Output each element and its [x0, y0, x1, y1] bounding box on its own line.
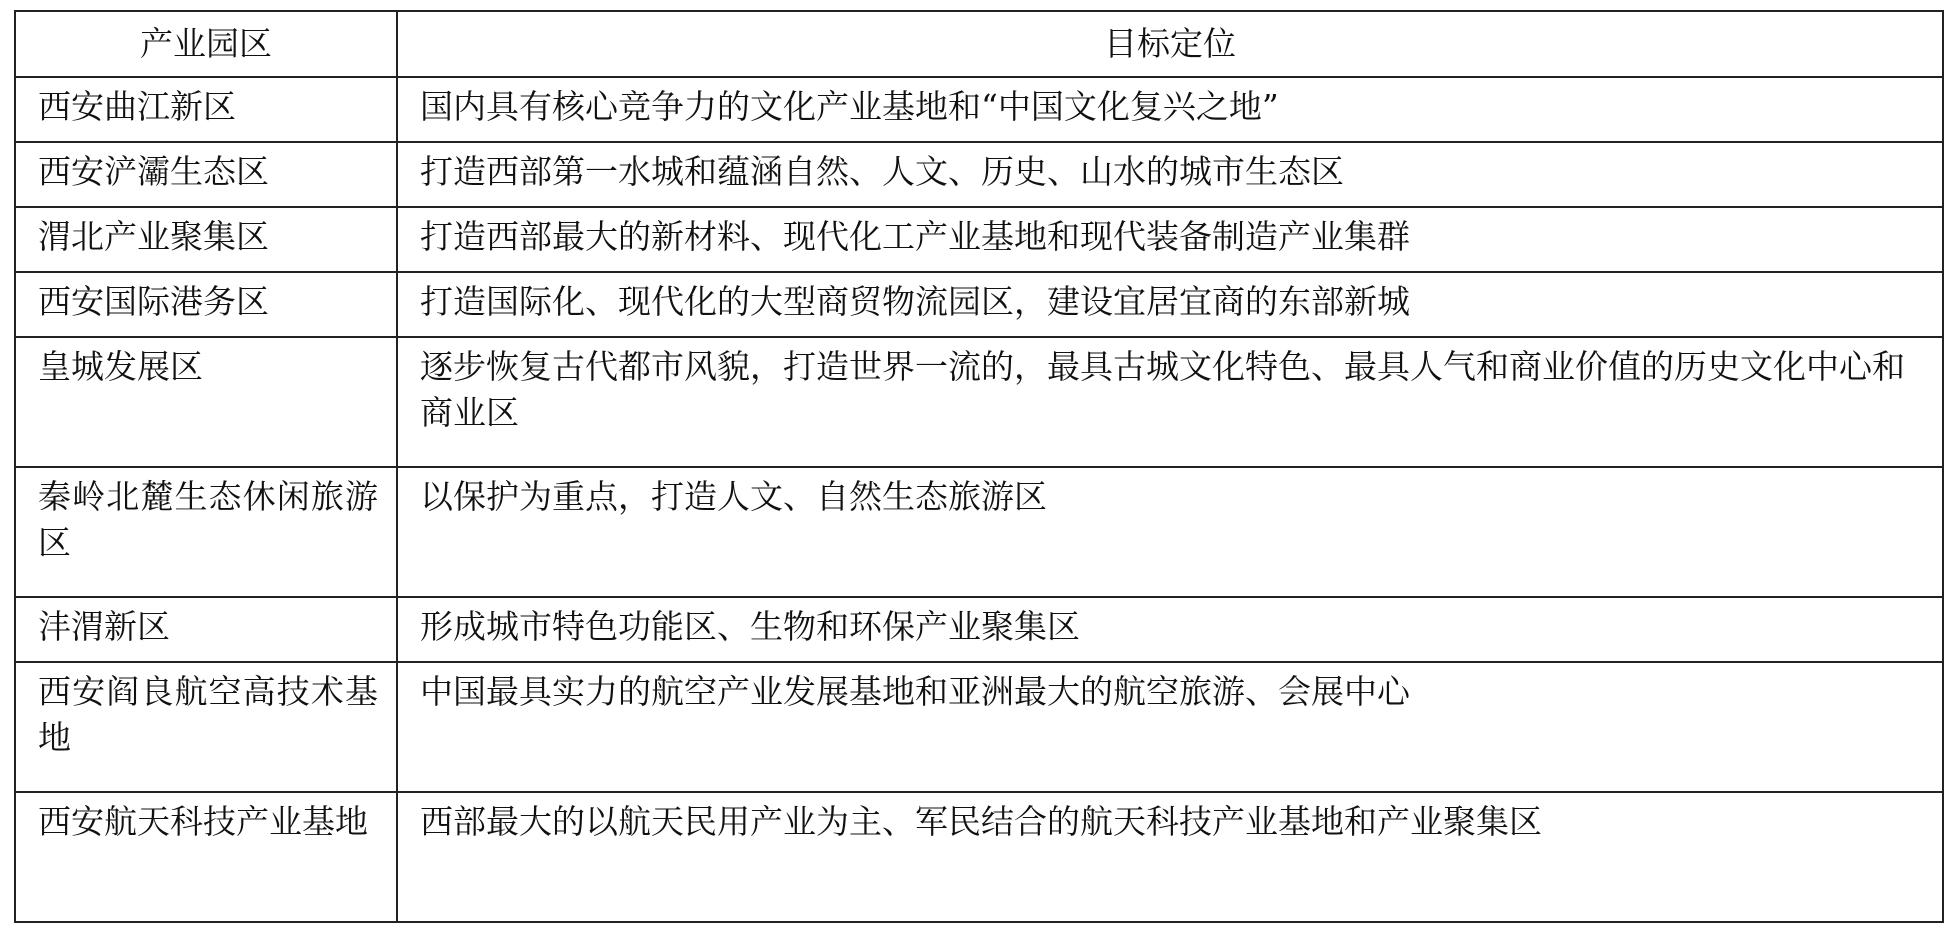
- goal-cell: 形成城市特色功能区、生物和环保产业聚集区: [397, 597, 1943, 662]
- table-row: [15, 467, 1943, 597]
- park-name-cell: 西安国际港务区: [15, 272, 397, 337]
- park-name-cell: 西安浐灞生态区: [15, 142, 397, 207]
- industrial-park-table: [14, 10, 1944, 923]
- park-name-cell: 渭北产业聚集区: [15, 207, 397, 272]
- goal-cell: 以保护为重点，打造人文、自然生态旅游区: [397, 467, 1943, 597]
- park-name-cell: 皇城发展区: [15, 337, 397, 467]
- industrial-park-table-container: [14, 10, 1942, 918]
- table-row: [15, 792, 1943, 922]
- column-header-park: 产业园区: [15, 11, 397, 77]
- goal-cell: 中国最具实力的航空产业发展基地和亚洲最大的航空旅游、会展中心: [397, 662, 1943, 792]
- goal-cell: 打造国际化、现代化的大型商贸物流园区，建设宜居宜商的东部新城: [397, 272, 1943, 337]
- park-name-cell: 西安航天科技产业基地: [15, 792, 397, 922]
- table-row: [15, 272, 1943, 337]
- goal-cell: 打造西部第一水城和蕴涵自然、人文、历史、山水的城市生态区: [397, 142, 1943, 207]
- table-row: [15, 662, 1943, 792]
- park-name-cell: 秦岭北麓生态休闲旅游区: [15, 467, 397, 597]
- table-header-row: [15, 11, 1943, 77]
- goal-cell: 打造西部最大的新材料、现代化工产业基地和现代装备制造产业集群: [397, 207, 1943, 272]
- goal-cell: 西部最大的以航天民用产业为主、军民结合的航天科技产业基地和产业聚集区: [397, 792, 1943, 922]
- table-row: [15, 207, 1943, 272]
- table-row: [15, 337, 1943, 467]
- goal-cell: 国内具有核心竞争力的文化产业基地和“中国文化复兴之地”: [397, 77, 1943, 142]
- column-header-goal: 目标定位: [397, 11, 1943, 77]
- park-name-cell: 西安曲江新区: [15, 77, 397, 142]
- park-name-cell: 沣渭新区: [15, 597, 397, 662]
- park-name-cell: 西安阎良航空高技术基地: [15, 662, 397, 792]
- table-row: [15, 597, 1943, 662]
- table-row: [15, 142, 1943, 207]
- table-row: [15, 77, 1943, 142]
- goal-cell: 逐步恢复古代都市风貌，打造世界一流的，最具古城文化特色、最具人气和商业价值的历史文化中心和商业区: [397, 337, 1943, 467]
